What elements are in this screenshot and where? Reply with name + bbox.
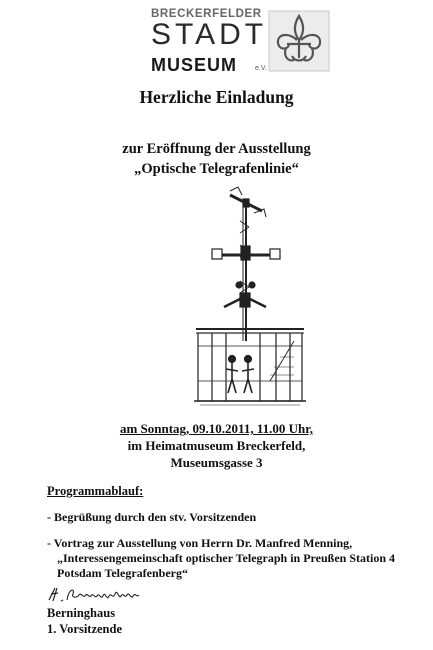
- invitation-heading: Herzliche Einladung: [139, 87, 294, 107]
- logo-line-breckerfelder: BRECKERFELDER: [151, 8, 262, 20]
- subtitle-line-2: „Optische Telegrafenlinie“: [134, 161, 299, 177]
- signatory-role: 1. Vorsitzende: [47, 622, 122, 636]
- program-item-welcome: - Begrüßung durch den stv. Vorsitzenden: [47, 510, 257, 524]
- logo-ev-suffix: e.V.: [255, 65, 267, 72]
- optical-telegraph-illustration: [190, 181, 310, 426]
- handwritten-signature: [47, 584, 167, 606]
- program-item-lecture: - Vortrag zur Ausstellung von Herrn Dr. Manfred Menning,: [47, 536, 353, 550]
- program-item-lecture-line-3: Potsdam Telegrafenberg“: [57, 566, 188, 580]
- event-street: Museumsgasse 3: [170, 455, 263, 470]
- program-heading: Programmablauf:: [47, 484, 144, 498]
- subtitle-line-1: zur Eröffnung der Ausstellung: [122, 141, 311, 157]
- signatory-name: Berninghaus: [47, 606, 116, 620]
- logo-line-stadt: STADT: [151, 18, 268, 51]
- event-venue: im Heimatmuseum Breckerfeld,: [127, 438, 306, 453]
- fleur-de-lis-logo-icon: [268, 10, 330, 72]
- program-item-lecture-line-2: „Interessengemeinschaft optischer Telegraph in Preußen Station 4: [57, 551, 396, 565]
- event-date: am Sonntag, 09.10.2011, 11.00 Uhr,: [119, 421, 314, 436]
- logo-line-museum: MUSEUM: [151, 55, 237, 75]
